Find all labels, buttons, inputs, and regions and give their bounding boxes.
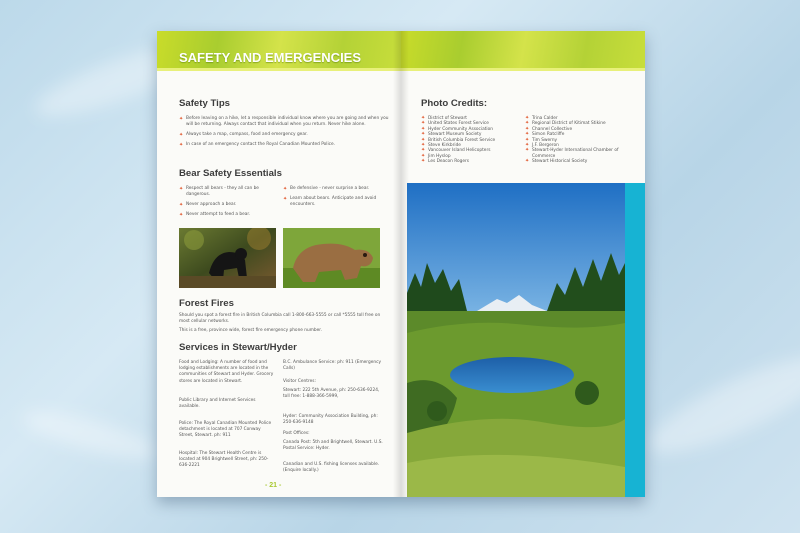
list-item: ✦ Vancouver Island Helicopters [421, 147, 491, 154]
forest-fires-note: This is a free, province wide, forest fire emergency phone number. [179, 328, 323, 333]
services-heading: Services in Stewart/Hyder [179, 342, 297, 353]
brochure-spread [157, 31, 645, 497]
forest-fires-heading: Forest Fires [179, 298, 234, 309]
list-item: ✦ Never approach a bear. [179, 202, 237, 208]
list-item: ✦ Always take a map, compass, food and emergency gear. [179, 132, 308, 138]
page-title: SAFETY AND EMERGENCIES [179, 50, 362, 65]
bear-safety-heading: Bear Safety Essentials [179, 168, 282, 179]
list-item: ✦ Trina Calder [525, 115, 558, 121]
bear-safety-list-1 [179, 186, 279, 222]
services-post-offices: Post Offices: [283, 431, 310, 436]
list-item: ✦ District of Stewart [421, 115, 467, 121]
black-bear-photo [179, 228, 276, 288]
grizzly-bear-photo [283, 228, 380, 288]
list-item: ✦ Be defensive - never surprise a bear. [283, 186, 370, 192]
list-item: ✦ Respect all bears - they all can be dangerous. [179, 186, 259, 197]
list-item: ✦ Regional District of Kitimat Stikine [525, 120, 606, 127]
accent-bar [625, 183, 645, 497]
list-item: ✦ Never attempt to feed a bear. [179, 212, 251, 218]
list-item: ✦ United States Forest Service [421, 120, 489, 127]
list-item: ✦ Hyder Community Association [421, 125, 493, 132]
list-item: ✦ Les Deacon Rogers [421, 158, 470, 165]
list-item: ✦ In case of an emergency contact the Royal Canadian Mounted Police. [179, 142, 336, 148]
list-item: ✦ Before leaving on a hike, let a responsible individual know where you are going and when you will be returning. Always contact that individual when you return. Never hike alone. [179, 116, 389, 127]
page-number: - 21 - [265, 482, 282, 489]
list-item: ✦ Stewart-Hyder International Chamber of Commerce [525, 147, 619, 159]
services-hospital: Hospital: The Stewart Health Centre is located at 904 Brightwell Street, ph: 250-636-2221 [179, 451, 269, 469]
services-stewart: Stewart: 222 5th Avenue, ph: 250-636-9224, toll free: 1-888-366-5999, [283, 388, 380, 400]
services-ambulance: B.C. Ambulance Service: ph: 911 (Emergency Calls) [283, 360, 381, 372]
photo-credits-heading: Photo Credits: [421, 98, 488, 109]
services-fishing: Canadian and U.S. fishing licenses available. (Enquire locally.) [283, 462, 380, 474]
services-police: Police: The Royal Canadian Mounted Police detachment is located at 707 Conway Street, Stewart. ph: 911 [179, 421, 272, 439]
title-banner-right [401, 31, 645, 71]
list-item: ✦ Steve Kirkbride [421, 142, 461, 149]
list-item: ✦ J.F. Bergeron [525, 142, 559, 149]
alpine-lake-photo [407, 183, 625, 497]
list-item: ✦ Tim Swerny [525, 136, 558, 143]
services-hyder: Hyder: Community Association Building, ph: 250-636-9148 [283, 414, 378, 426]
list-item: ✦ British Columbia Forest Service [421, 136, 496, 143]
bear-safety-list-2 [283, 186, 381, 212]
forest-fires-text: Should you spot a forest fire in British Columbia call 1-800-663-5555 or call *5555 toll free on most cellular networks. [179, 313, 381, 325]
list-item: ✦ Simon Ratcliffe [525, 131, 565, 138]
services-postal: Canada Post: 5th and Brightwell, Stewart. U.S. Postal Service: Hyder. [283, 440, 383, 452]
right-page [401, 31, 645, 497]
services-library: Public Library and Internet Services available. [179, 398, 256, 410]
list-item: ✦ Stewart Historical Society [525, 158, 588, 165]
credits-list-1 [421, 116, 521, 165]
list-item: ✦ Channel Collective [525, 125, 573, 132]
list-item: ✦ Jim Hyslop [421, 152, 451, 159]
left-page [157, 31, 401, 497]
spine-shadow [393, 31, 409, 497]
services-food-lodging: Food and Lodging: A number of food and lodging establishments are located in the communities of Stewart and Hyder. Grocery stores are located in Stewart. [179, 360, 274, 384]
safety-tips-heading: Safety Tips [179, 98, 231, 109]
list-item: ✦ Learn about bears. Anticipate and avoid encounters. [283, 196, 377, 207]
credits-list-2 [525, 116, 625, 165]
list-item: ✦ Stewart Museum Society [421, 131, 482, 138]
services-visitor-centres: Visitor Centres: [283, 379, 316, 384]
safety-tips-list [179, 116, 389, 152]
